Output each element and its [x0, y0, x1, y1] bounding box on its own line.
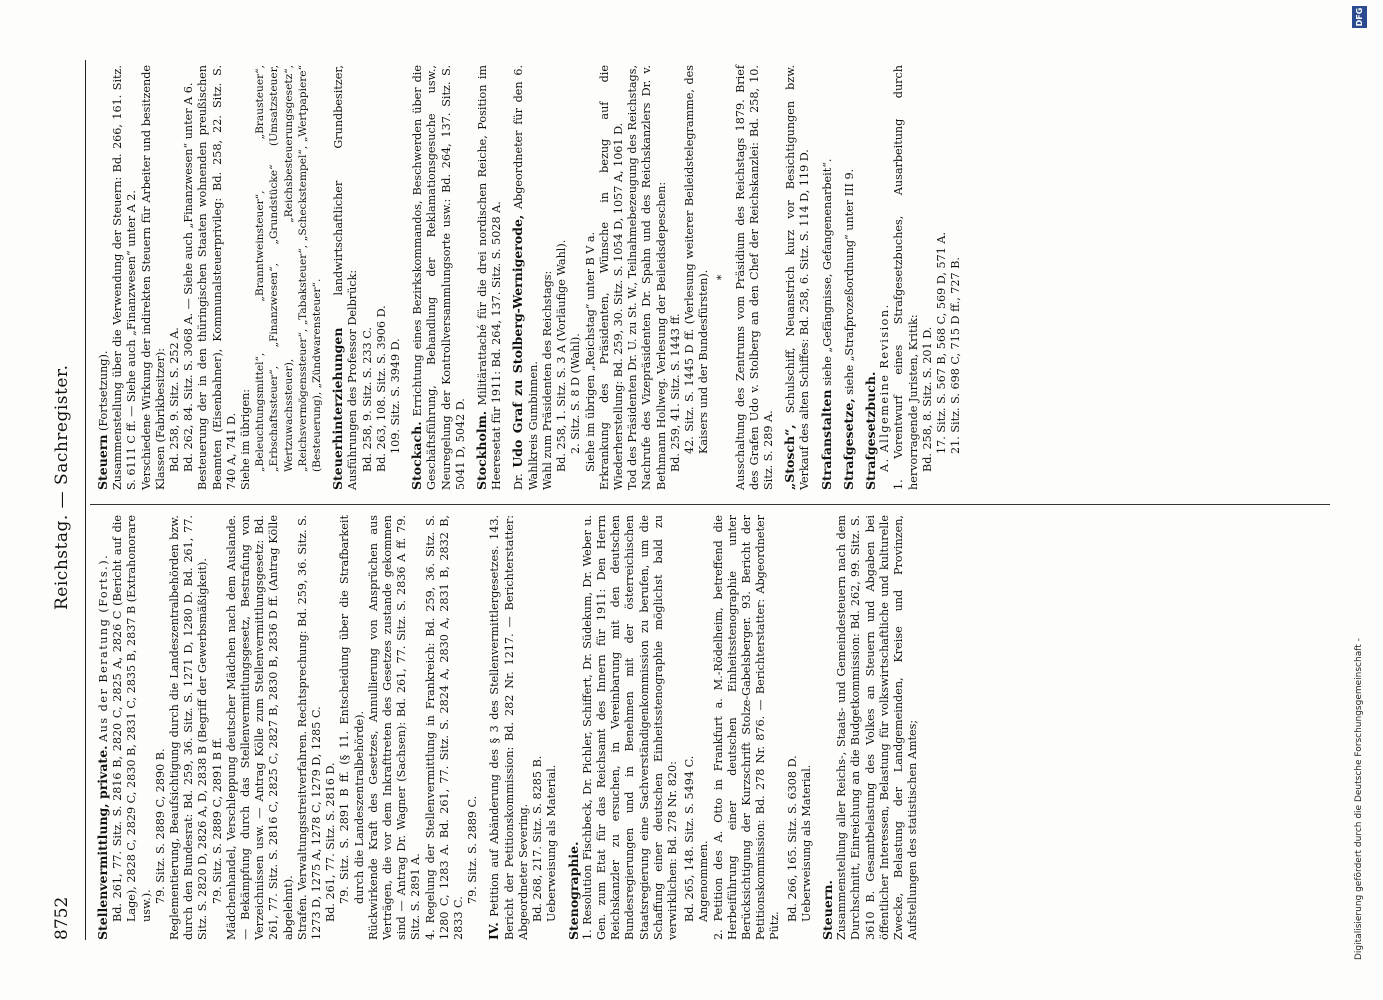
subentry: 4. Regelung der Stellenvermittlung in Frankreich: Bd. 259, 36. Sitz. S. 1280 C, 1283 A. Bd. 261, 77. Sitz. S. 2824 A, 2830 A, 2831 B, 2832 B, 2833 C.: [423, 515, 466, 940]
see-also-item: „Brausteuer“: [254, 68, 267, 140]
section-heading: A. Allgemeine Revision.: [878, 303, 892, 472]
entry-heading: Steuern: [95, 434, 110, 490]
subentry: Rückwirkende Kraft des Gesetzes, Annullierung von Ansprüchen aus Verträgen, die vor dem Inkrafttreten des Gesetzes zustande gekommen sind — Antrag Dr. Wagner (Sachsen): Bd. 261, 77. Sitz. S. 2836 A ff. 79. Sitz. S. 2891 A.: [366, 515, 423, 940]
see-also-item: „Wertpapiere“ (Besteuerung): [296, 65, 324, 472]
result-line: Ueberweisung als Material.: [545, 764, 559, 922]
ref-line: Bd. 258, 9. Sitz. S. 252 A.: [168, 327, 182, 472]
entry-strafanstalten: [820, 65, 835, 490]
entry-stockach: [410, 65, 468, 490]
ref-line: Bd. 258, 9. Sitz. S. 233 C.: [360, 327, 374, 472]
page-number: 8752: [52, 896, 72, 940]
entry-steuern: [821, 515, 920, 940]
entry-stenographie: [567, 515, 814, 940]
entry-text: landwirtschaftlicher Grundbesitzer, Ausführungen des Professor Delbrück:: [332, 65, 360, 490]
entry-petition-iv: [487, 515, 559, 940]
entry-number: IV.: [486, 922, 502, 940]
entry-text: siehe „Strafprozeßordnung“ unter III 9.: [842, 168, 856, 395]
result-line: Angenommen.: [697, 840, 711, 922]
entry-strafgesetze: [842, 65, 857, 490]
ref-line: Bd. 258, 8. Sitz. S. 201 D.: [920, 326, 934, 472]
entry-heading: Stenographie.: [565, 841, 581, 940]
see-also-item: „Beleuchtungsmittel“: [254, 356, 267, 472]
entry-stosch: [783, 65, 812, 490]
ref-line: Bd. 265, 148. Sitz. S. 5494 C.: [683, 755, 697, 922]
entry-text: Militärattaché für die drei nordischen Reiche, Position im Heeresetat für 1911: Bd. 264, 137. Sitz. S. 5028 A.: [476, 64, 504, 490]
separator-star: *: [715, 274, 729, 281]
ref-line: 79. Sitz. S. 2889 C, 2891 B ff.: [210, 737, 224, 904]
see-also-item: „Tabaksteuer“: [296, 248, 309, 325]
list-item: 1. Resolution Fischbeck, Dr. Pichler, Schiffert, Dr. Südekum, Dr. Weber u. Gen. zum Etat für das Reichsamt des Innern für 1911: Den Herrn Reichskanzler zu ersuchen, in Vereinbarung mit den deutschen Bundesregierungen und in Benehmen mit der österreichischen Staatsregierung eine Sachverständigenkommission zu berufen, um die Schaffung einer deutschen Einheitsstenographie möglichst bald zu verwirklichen: Bd. 278 Nr. 820:: [580, 515, 679, 940]
ref-line: 79. Sitz. S. 2889 C, 2890 B.: [153, 748, 167, 904]
see-also-item: „Zündwarensteuer“.: [311, 278, 324, 389]
ref-line: 79. Sitz. S. 2889 C.: [466, 795, 480, 904]
result-line: Ueberweisung als Material.: [799, 764, 813, 922]
see-also-item: „Finanzwesen“: [268, 266, 281, 348]
subentry: Siehe im übrigen „Reichstag“ unter B V a.: [583, 231, 597, 472]
ref-line: 17. Sitz. S. 567 B, 568 C, 569 D, 571 A.: [934, 231, 948, 454]
subentry: Reglementierung, Beaufsichtigung durch die Landeszentralbehörden bzw. durch den Bundesrat: Bd. 259, 36. Sitz. S. 1271 D, 1280 D. Bd. 261, 77. Sitz. S. 2820 D, 2826 A, D, 2838 B (Begriff der Gewerbsmäßigkeit).: [168, 515, 210, 940]
subentry: Mädchenhandel, Verschleppung deutscher Mädchen nach dem Auslande. — Bekämpfung durch das Stellenvermittlungsgesetz, Bestrafung von Verzeichnissen usw. — Antrag Kölle zum Stellenvermittlungsgesetz: Bd. 261, 77. Sitz. S. 2816 C, 2825 C, 2827 B, 2830 B, 2836 D ff. (Antrag Kölle abgelehnt).: [224, 515, 295, 940]
see-also-item: „Grundstücke“ (Umsatzsteuer, Wertzuwachssteuer): [268, 65, 295, 472]
subentry: Strafen. Verwaltungsstreitverfahren. Rechtsprechung: Bd. 259, 36. Sitz. S. 1273 D, 1275 A, 1278 C, 1279 D, 1285 C.: [295, 515, 324, 940]
see-also-list: „Beleuchtungsmittel“, „Branntweinsteuer“, „Brausteuer“, „Erbschaftssteuer“, „Finanzwesen“, „Grundstücke“ (Umsatzsteuer, Wertzuwachssteuer), „Reichsbesteuerungsgesetz“, „Reichsvermögenssteuer“, „Tabaksteuer“, „Scheckstempel“, „Wertpapiere“ (Besteuerung), „Zündwarensteuer“.: [254, 65, 324, 472]
entry-heading: Udo Graf zu Stolberg-Wernigerode,: [510, 214, 526, 468]
name-prefix: Dr.: [512, 473, 526, 490]
ref-line: Bd. 258, 1. Sitz. S. 3 A (Vorläufige Wahl).: [555, 239, 569, 472]
entry-heading: Stockholm.: [474, 410, 490, 490]
ref-line: 2. Sitz. S. 8 D (Wahl).: [569, 333, 583, 454]
entry-strafgesetzbuch: [864, 65, 963, 490]
ref-line: 79. Sitz. S. 2891 B ff. (§ 11. Entscheidung über die Strafbarkeit durch die Landeszentralbehörde).: [338, 515, 366, 904]
entry-heading: Strafanstalten: [818, 389, 834, 490]
see-also-item: „Scheckstempel“: [296, 149, 309, 242]
entry-steuerhinterziehungen: [331, 65, 403, 490]
entry-text: Errichtung eines Bezirkskommandos, Beschwerden über die Geschäftsführung, Behandlung der Reklamationsgesuche usw., Neuregelung der Kontrollversammlungsorte usw.: Bd. 264, 137. Sitz. S. 5041 D, 5042 D.: [411, 65, 467, 490]
ref-line: Bd. 261, 77. Sitz. S. 2816 B, 2820 C, 2825 A, 2826 C (Bericht auf die Lage), 2828 C, 2829 C, 2830 B, 2831 C, 2835 B, 2837 B (Extrahonorare usw.).: [111, 514, 153, 922]
entry-heading: Strafgesetzbuch.: [862, 371, 878, 490]
ref-line: Bd. 266, 165. Sitz. S. 6308 D.: [785, 755, 799, 922]
entry-text: Schulschiff, Neuanstrich kurz vor Besichtigungen bzw. Verkauf des alten Schiffes: Bd. 258, 6. Sitz. S. 114 D, 119 D.: [784, 65, 812, 490]
entry-stolberg: [511, 65, 776, 490]
column-divider: [90, 504, 1330, 505]
subentry: Verschiedene Wirkung der indirekten Steuern für Arbeiter und besitzende Klassen (Fabrikbesitzer):: [139, 65, 167, 490]
see-also-item: „Reichsvermögenssteuer“: [296, 332, 309, 472]
see-also-item: „Branntweinsteuer“: [254, 193, 267, 302]
entry-heading: Strafgesetze,: [840, 398, 856, 490]
digitization-note: Digitalisierung gefördert durch die Deutsche Forschungsgemeinschaft -: [1354, 638, 1364, 960]
entry-text: Petition auf Abänderung des § 3 des Stellenvermittlergesetzes. 143. Bericht der Petitionskommission: Bd. 282 Nr. 1217. — Berichterstatter: Abgeordneter Severing.: [488, 515, 530, 940]
entry-heading: Steuern.: [819, 880, 835, 940]
page-header: [52, 60, 80, 940]
subentry: Erkrankung des Präsidenten, Wünsche in bezug auf die Wiederherstellung: Bd. 259, 30. Sitz. S. 1054 D, 1057 A, 1061 D.: [597, 65, 625, 490]
see-also-item: „Reichsbesteuerungsgesetz“: [282, 68, 295, 223]
subentry: Ausschaltung des Zentrums vom Präsidium des Reichstags 1879. Brief des Grafen Udo v. Stolberg an den Chef der Reichskanzlei: Bd. 258, 10. Sitz. S. 289 A.: [733, 65, 775, 490]
running-title: Reichstag. — Sachregister.: [52, 364, 72, 610]
see-also-item: „Erbschaftssteuer“: [268, 369, 281, 472]
subentry: Siehe im übrigen:: [239, 388, 253, 490]
dfg-logo: DFG: [1352, 6, 1367, 28]
ref-line: 109. Sitz. S. 3949 D.: [389, 338, 403, 454]
right-column: [96, 65, 970, 490]
entry-heading: „Stosch“,: [782, 424, 798, 490]
ref-line: Bd. 261, 77. Sitz. S. 2816 D.: [324, 762, 338, 922]
ref-line: Bd. 262, 84. Sitz. S. 3068 A. — Siehe auch „Finanzwesen“ unter A 6.: [182, 82, 196, 472]
list-item: 1. Vorentwurf eines Strafgesetzbuches, Ausarbeitung durch hervorragende Juristen, Kritik:: [892, 65, 920, 490]
entry-heading: Stellenvermittlung, private.: [95, 745, 110, 940]
entry-stockholm: [475, 65, 504, 490]
entry-heading: Stockach.: [409, 421, 425, 490]
subentry: Zusammenstellung über die Verwendung der Steuern: Bd. 266, 161. Sitz. S. 6111 C ff. — Siehe auch „Finanzwesen“ unter A 2.: [111, 65, 139, 490]
ref-line: Bd. 263, 108. Sitz. S. 3906 D.: [374, 305, 388, 472]
entry-text: Zusammenstellung aller Reichs-, Staats- und Gemeindesteuern nach dem Durchschnitt, Einreichung an die Budgetkommission: Bd. 262, 99. Sitz. S. 3610 B. Gesamtbelastung des Volkes an Steuern und Abgaben bei öffentlicher Interessen, Belastung für volkswirtschaftliche und kulturelle Zwecke, Belastung der Landgemeinden, Kreise und Provinzen, Aufstellungen des statistischen Amtes;: [835, 515, 920, 940]
subentry: Wahl zum Präsidenten des Reichstags:: [540, 270, 554, 490]
left-column: [96, 515, 927, 940]
continuation-note: (Fortsetzung).: [97, 350, 110, 431]
subentry: Besteuerung der in den thüringischen Staaten wohnenden preußischen Beamten (Eisenbahner), Kommunalsteuerprivileg: Bd. 258, 22. Sitz. S. 740 A, 741 D.: [196, 65, 238, 490]
subentry: Tod des Präsidenten Dr. U. zu St. W., Teilnahmebezeugung des Reichstags, Nachrufe des Vizepräsidenten Dr. Spahn und des Reichskanzlers Dr. v. Bethmann Hollweg. Verlesung der Beileidsdepeschen:: [626, 65, 668, 490]
entry-stellenvermittlung: [96, 515, 480, 940]
entry-text: Abgeordneter für den 6. Wahlkreis Gumbinnen.: [512, 65, 540, 490]
ref-line: Bd. 259, 41. Sitz. S. 1443 ff.: [668, 313, 682, 472]
ref-line: 21. Sitz. S. 698 C, 715 D ff., 727 B.: [949, 257, 963, 454]
ref-line: 42. Sitz. S. 1445 D ff. (Verlesung weiterer Beileidstelegramme, des Kaisers und der Bundesfürsten).: [682, 65, 711, 454]
ref-line: Bd. 268, 217. Sitz. S. 8285 B.: [531, 755, 545, 922]
entry-heading: Steuerhinterziehungen: [330, 327, 346, 490]
entry-text: Aus der Beratung (Forts.).: [97, 553, 110, 742]
list-item: 2. Petition des A. Otto in Frankfurt a. M.-Rödelheim, betreffend die Herbeiführung einer deutschen Einheitsstenographie unter Berücksichtigung der Kurzschrift Stolze-Gabelsberger. 93. Bericht der Petitionskommission: Bd. 278 Nr. 876. — Berichterstatter: Abgeordneter Pütz.: [711, 515, 782, 940]
header-rule: [85, 60, 86, 940]
entry-steuern-cont: [96, 65, 324, 490]
entry-text: siehe „Gefängnisse, Gefangenenarbeit“.: [820, 158, 834, 386]
